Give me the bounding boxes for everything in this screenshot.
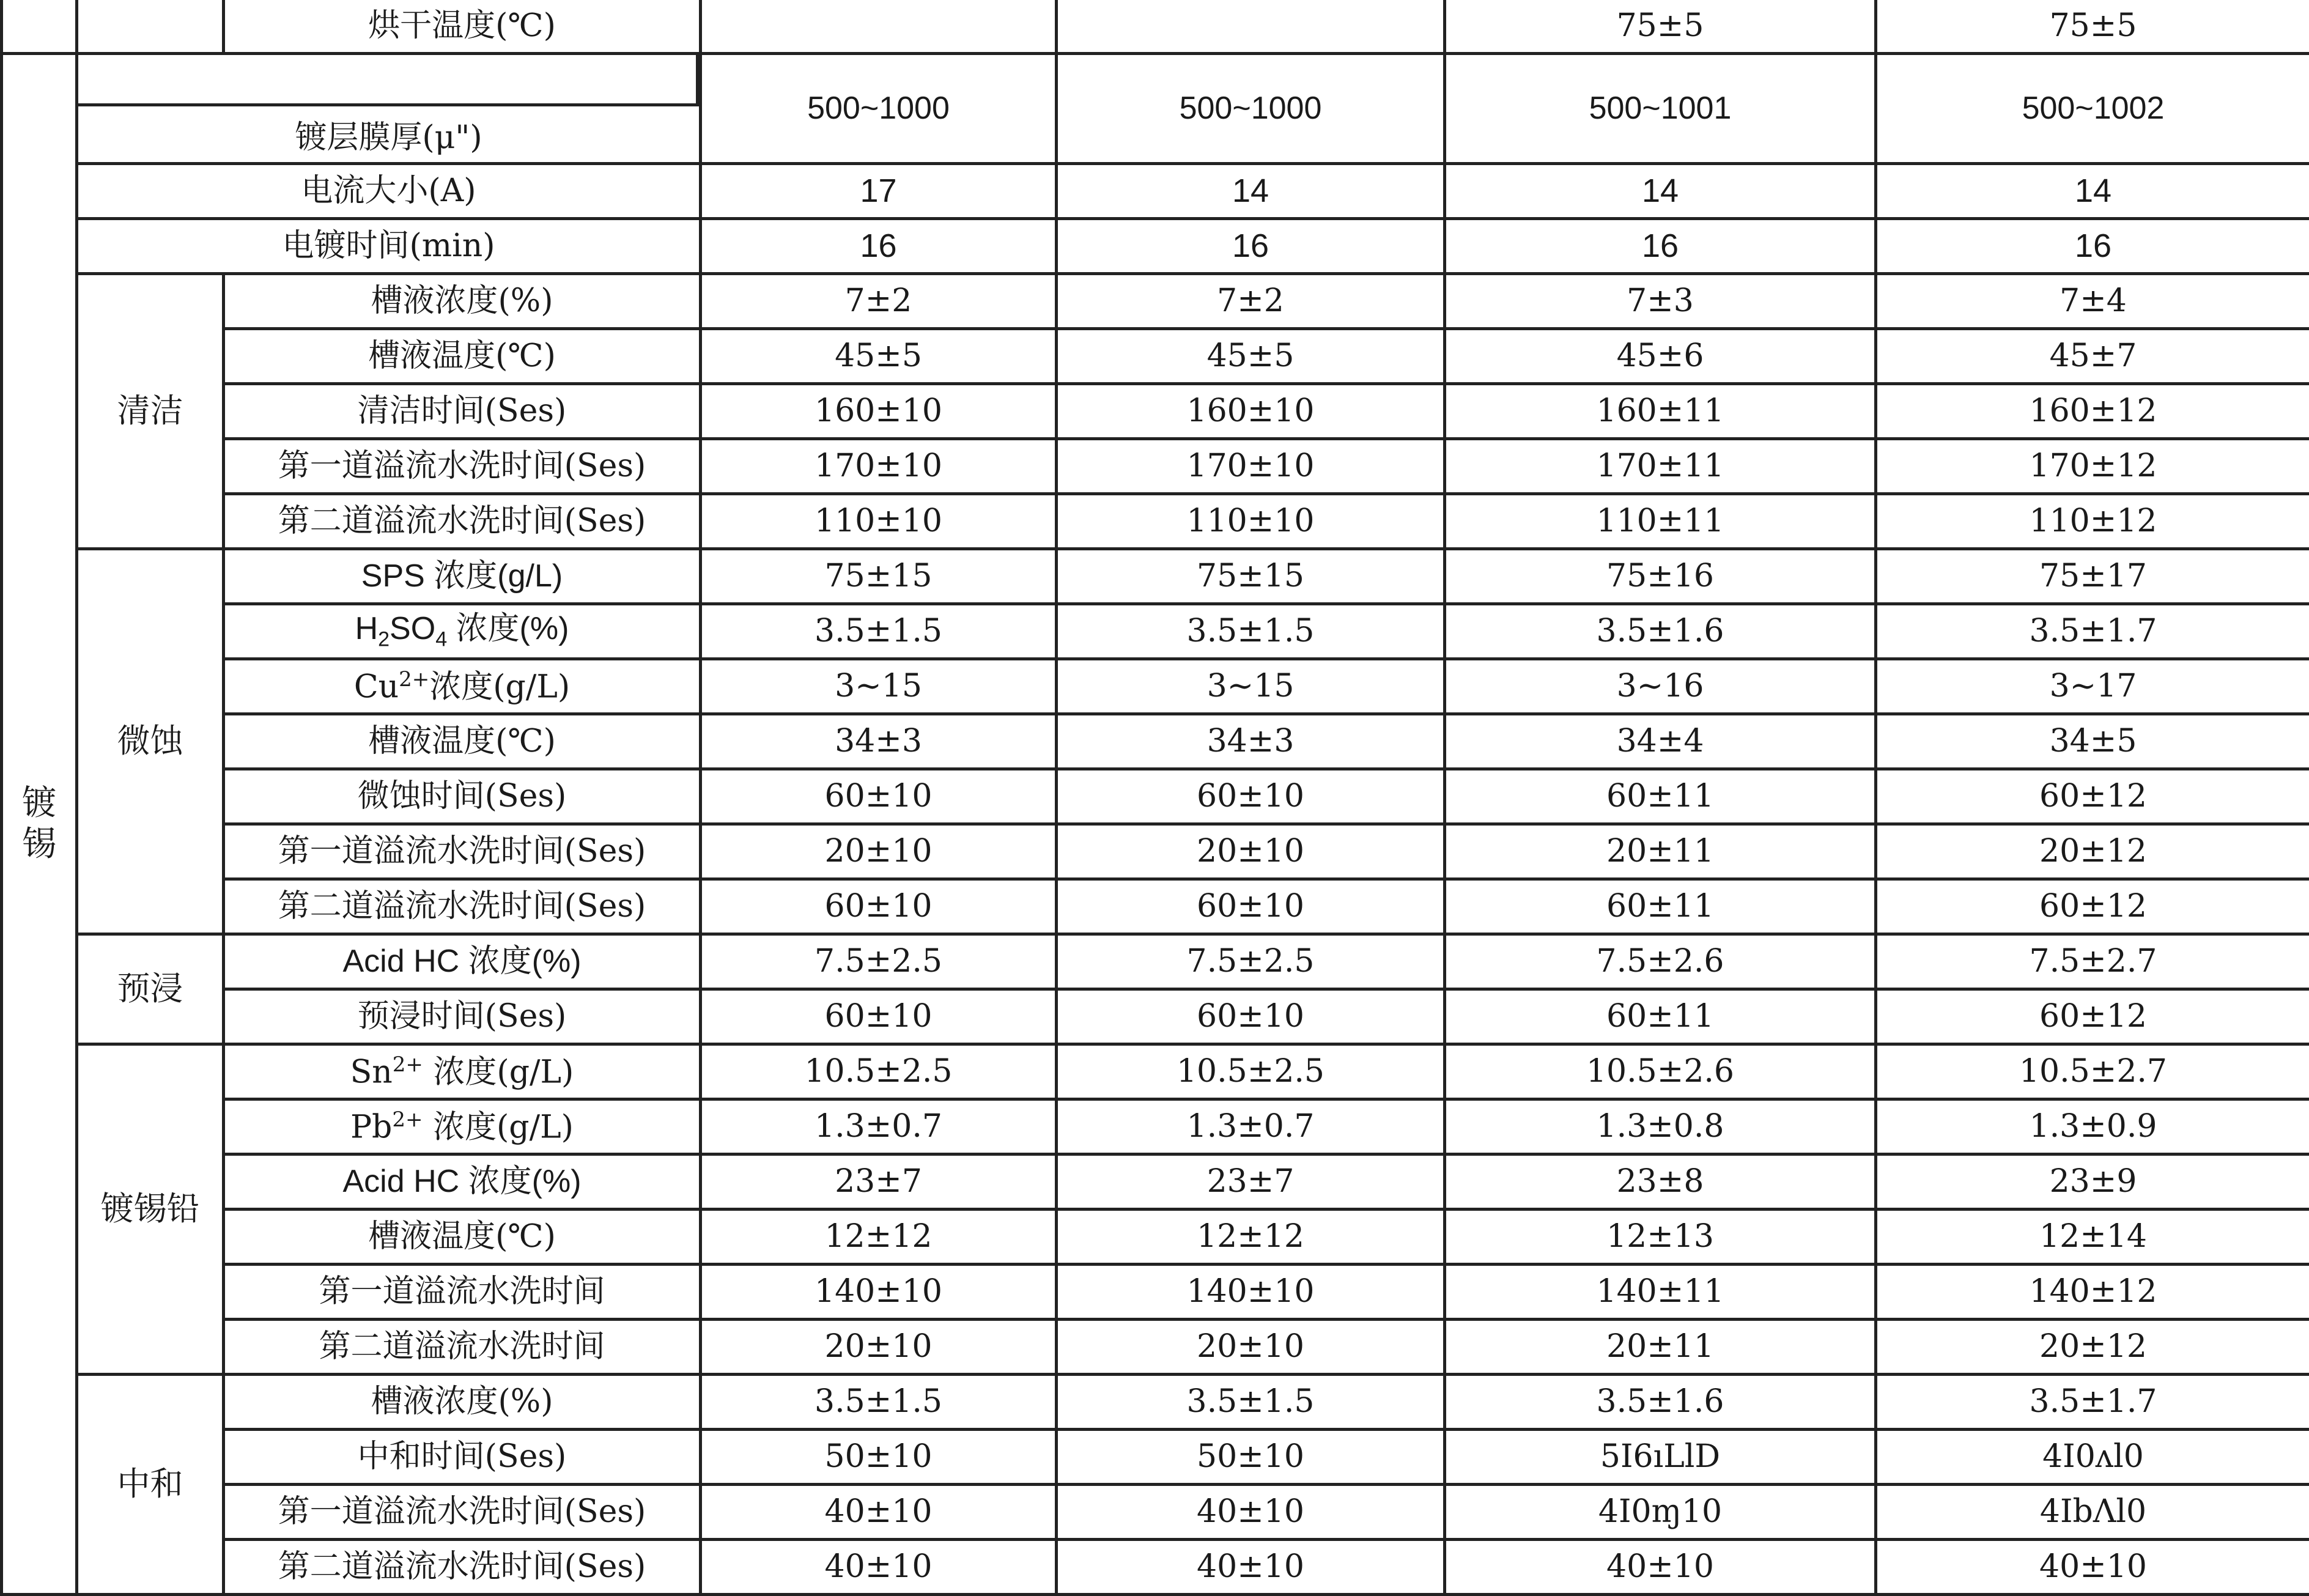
value-cell: 17 [701, 163, 1057, 218]
table-row [2, 1264, 2309, 1319]
value-cell: 16 [1445, 218, 1876, 273]
value-cell: 40±10 [1057, 1484, 1445, 1539]
value-cell: 7.5±2.5 [701, 934, 1057, 989]
row-label: 第一道溢流水洗时间(Ses) [224, 824, 701, 879]
value-cell: 140±10 [1057, 1264, 1445, 1319]
value-cell: 20±10 [701, 824, 1057, 879]
value-cell: 3~16 [1445, 659, 1876, 714]
formula-part: 2+ [392, 1107, 423, 1132]
value-cell: 4IbɅl0 [1876, 1484, 2309, 1539]
value-cell: 500~1001 [1445, 53, 1876, 163]
value-cell: 7±2 [701, 273, 1057, 328]
value-cell: 20±10 [1057, 1319, 1445, 1374]
value-cell: 45±6 [1445, 328, 1876, 383]
value-cell: 14 [1057, 163, 1445, 218]
value-cell: 160±10 [1057, 383, 1445, 438]
value-cell: 40±10 [701, 1484, 1057, 1539]
value-cell: 23±8 [1445, 1154, 1876, 1209]
value-cell [701, 0, 1057, 53]
value-cell: 7.5±2.7 [1876, 934, 2309, 989]
value-cell: 23±7 [1057, 1154, 1445, 1209]
table-row [2, 604, 2309, 659]
value-cell: 1.3±0.9 [1876, 1099, 2309, 1154]
row-label: Acid HC 浓度(%) [224, 1154, 701, 1209]
value-cell: 3.5±1.7 [1876, 1374, 2309, 1429]
table-row [2, 659, 2309, 714]
formula-part: Cu [354, 669, 399, 706]
value-cell: 1.3±0.8 [1445, 1099, 1876, 1154]
inner-divider [78, 55, 699, 106]
value-cell: 4I0ʌl0 [1876, 1429, 2309, 1484]
value-cell: 45±5 [701, 328, 1057, 383]
table-row [2, 769, 2309, 824]
value-cell: 60±10 [701, 989, 1057, 1044]
table-row [2, 934, 2309, 989]
row-label: Acid HC 浓度(%) [224, 934, 701, 989]
value-cell: 75±5 [1445, 0, 1876, 53]
value-cell: 14 [1876, 163, 2309, 218]
value-cell: 10.5±2.5 [1057, 1044, 1445, 1099]
value-cell: 3.5±1.5 [1057, 604, 1445, 659]
value-cell: 45±5 [1057, 328, 1445, 383]
value-cell: 160±12 [1876, 383, 2309, 438]
value-cell: 3.5±1.6 [1445, 604, 1876, 659]
value-cell: 60±11 [1445, 879, 1876, 934]
empty-cell [77, 0, 224, 53]
group-label: 镀锡铅 [77, 1044, 224, 1374]
value-cell: 3.5±1.7 [1876, 604, 2309, 659]
value-cell: 12±14 [1876, 1209, 2309, 1264]
value-cell: 140±11 [1445, 1264, 1876, 1319]
row-label: 镀层膜厚(μ") [78, 122, 699, 153]
group-label: 清洁 [77, 273, 224, 549]
value-cell: 3~15 [1057, 659, 1445, 714]
value-cell: 3~15 [701, 659, 1057, 714]
table-row [2, 824, 2309, 879]
value-cell [1057, 0, 1445, 53]
table-row [2, 383, 2309, 438]
section-label-vertical [22, 783, 56, 865]
value-cell: 14 [1445, 163, 1876, 218]
formula-part: SO [390, 611, 435, 646]
row-label: 烘干温度(℃) [224, 0, 701, 53]
value-cell: 160±11 [1445, 383, 1876, 438]
value-cell: 75±15 [1057, 549, 1445, 604]
value-cell: 140±12 [1876, 1264, 2309, 1319]
value-cell: 3~17 [1876, 659, 2309, 714]
row-label: 电镀时间(min) [77, 218, 701, 273]
group-label: 中和 [77, 1374, 224, 1594]
row-label: 第二道溢流水洗时间(Ses) [224, 879, 701, 934]
value-cell: 1.3±0.7 [1057, 1099, 1445, 1154]
table-row [2, 1209, 2309, 1264]
row-label: 第二道溢流水洗时间(Ses) [224, 493, 701, 549]
value-cell: 16 [1876, 218, 2309, 273]
value-cell: 7.5±2.6 [1445, 934, 1876, 989]
row-label: 第一道溢流水洗时间 [224, 1264, 701, 1319]
value-cell: 75±17 [1876, 549, 2309, 604]
value-cell: 60±10 [1057, 879, 1445, 934]
table-row [2, 1374, 2309, 1429]
row-label: 槽液温度(℃) [224, 714, 701, 769]
value-cell: 3.5±1.5 [701, 604, 1057, 659]
value-cell: 170±11 [1445, 438, 1876, 493]
section-label [2, 53, 77, 1594]
value-cell: 50±10 [1057, 1429, 1445, 1484]
formula-part: 浓度(%) [447, 611, 569, 646]
value-cell: 60±10 [1057, 989, 1445, 1044]
value-cell: 34±4 [1445, 714, 1876, 769]
group-label: 预浸 [77, 934, 224, 1044]
formula-part: H [355, 611, 379, 646]
value-cell: 16 [1057, 218, 1445, 273]
formula-part: Sn [350, 1054, 393, 1091]
value-cell: 34±5 [1876, 714, 2309, 769]
formula-part: 2 [378, 627, 390, 651]
value-cell: 10.5±2.6 [1445, 1044, 1876, 1099]
empty-cell [2, 0, 77, 53]
table-row [2, 714, 2309, 769]
value-cell: 23±7 [701, 1154, 1057, 1209]
value-cell: 75±5 [1876, 0, 2309, 53]
value-cell: 12±13 [1445, 1209, 1876, 1264]
value-cell: 5I6ıLlD [1445, 1429, 1876, 1484]
table-row [2, 1319, 2309, 1374]
value-cell: 3.5±1.6 [1445, 1374, 1876, 1429]
row-label: 第二道溢流水洗时间 [224, 1319, 701, 1374]
value-cell: 170±12 [1876, 438, 2309, 493]
value-cell: 75±16 [1445, 549, 1876, 604]
row-label: 微蚀时间(Ses) [224, 769, 701, 824]
section-label-char: 锡 [22, 824, 56, 865]
formula-part: 2+ [393, 1052, 423, 1077]
value-cell: 7±4 [1876, 273, 2309, 328]
table-row [2, 273, 2309, 328]
value-cell: 60±11 [1445, 769, 1876, 824]
value-cell: 12±12 [1057, 1209, 1445, 1264]
value-cell: 7±2 [1057, 273, 1445, 328]
value-cell: 500~1002 [1876, 53, 2309, 163]
row-label: 第一道溢流水洗时间(Ses) [224, 1484, 701, 1539]
table-row [2, 1154, 2309, 1209]
value-cell: 60±11 [1445, 989, 1876, 1044]
table-row [2, 1044, 2309, 1099]
formula-part: Pb [350, 1109, 392, 1146]
row-label: SPS 浓度(g/L) [224, 549, 701, 604]
value-cell: 110±11 [1445, 493, 1876, 549]
table-body [2, 0, 2309, 1594]
row-label: 第二道溢流水洗时间(Ses) [224, 1539, 701, 1594]
value-cell: 60±10 [701, 879, 1057, 934]
formula-part: 浓度(g/L) [429, 669, 570, 706]
value-cell: 3.5±1.5 [1057, 1374, 1445, 1429]
row-label: 清洁时间(Ses) [224, 383, 701, 438]
thickness-label-cell [77, 53, 701, 163]
value-cell: 50±10 [701, 1429, 1057, 1484]
table-row [2, 1099, 2309, 1154]
row-label: 第一道溢流水洗时间(Ses) [224, 438, 701, 493]
value-cell: 75±15 [701, 549, 1057, 604]
table-row [2, 879, 2309, 934]
table-row [2, 0, 2309, 53]
value-cell: 45±7 [1876, 328, 2309, 383]
row-label: 槽液温度(℃) [224, 328, 701, 383]
table-row [2, 438, 2309, 493]
value-cell: 7.5±2.5 [1057, 934, 1445, 989]
formula-part: 浓度(g/L) [423, 1054, 574, 1091]
row-label [224, 604, 701, 659]
value-cell: 40±10 [1445, 1539, 1876, 1594]
value-cell: 60±10 [701, 769, 1057, 824]
value-cell: 60±12 [1876, 989, 2309, 1044]
value-cell: 4I0ɱ10 [1445, 1484, 1876, 1539]
value-cell: 34±3 [1057, 714, 1445, 769]
value-cell: 110±12 [1876, 493, 2309, 549]
value-cell: 20±10 [701, 1319, 1057, 1374]
row-label: 中和时间(Ses) [224, 1429, 701, 1484]
table-row [2, 53, 2309, 163]
row-label [224, 659, 701, 714]
value-cell: 160±10 [701, 383, 1057, 438]
table-row [2, 328, 2309, 383]
value-cell: 140±10 [701, 1264, 1057, 1319]
value-cell: 7±3 [1445, 273, 1876, 328]
value-cell: 170±10 [701, 438, 1057, 493]
row-label: 槽液浓度(%) [224, 1374, 701, 1429]
table-row [2, 1484, 2309, 1539]
table-row [2, 1429, 2309, 1484]
value-cell: 20±11 [1445, 824, 1876, 879]
value-cell: 40±10 [1057, 1539, 1445, 1594]
formula-part: 2+ [399, 667, 429, 692]
table-row [2, 1539, 2309, 1594]
value-cell: 20±12 [1876, 824, 2309, 879]
value-cell: 3.5±1.5 [701, 1374, 1057, 1429]
value-cell: 10.5±2.5 [701, 1044, 1057, 1099]
value-cell: 60±12 [1876, 879, 2309, 934]
value-cell: 110±10 [1057, 493, 1445, 549]
value-cell: 34±3 [701, 714, 1057, 769]
row-label: 槽液浓度(%) [224, 273, 701, 328]
value-cell: 60±10 [1057, 769, 1445, 824]
group-label: 微蚀 [77, 549, 224, 934]
row-label: 预浸时间(Ses) [224, 989, 701, 1044]
value-cell: 500~1000 [701, 53, 1057, 163]
value-cell: 20±10 [1057, 824, 1445, 879]
value-cell: 40±10 [701, 1539, 1057, 1594]
value-cell: 20±11 [1445, 1319, 1876, 1374]
value-cell: 110±10 [701, 493, 1057, 549]
value-cell: 60±12 [1876, 769, 2309, 824]
row-label [224, 1099, 701, 1154]
value-cell: 170±10 [1057, 438, 1445, 493]
value-cell: 23±9 [1876, 1154, 2309, 1209]
formula-part: 4 [435, 627, 447, 651]
row-label [224, 1044, 701, 1099]
table-row [2, 218, 2309, 273]
value-cell: 500~1000 [1057, 53, 1445, 163]
table-row [2, 549, 2309, 604]
value-cell: 16 [701, 218, 1057, 273]
table-row [2, 989, 2309, 1044]
table-row [2, 163, 2309, 218]
value-cell: 12±12 [701, 1209, 1057, 1264]
row-label: 槽液温度(℃) [224, 1209, 701, 1264]
formula-part: 浓度(g/L) [423, 1109, 573, 1146]
value-cell: 40±10 [1876, 1539, 2309, 1594]
table-row [2, 493, 2309, 549]
value-cell: 10.5±2.7 [1876, 1044, 2309, 1099]
row-label: 电流大小(A) [77, 163, 701, 218]
value-cell: 1.3±0.7 [701, 1099, 1057, 1154]
section-label-char: 镀 [22, 783, 56, 824]
value-cell: 20±12 [1876, 1319, 2309, 1374]
